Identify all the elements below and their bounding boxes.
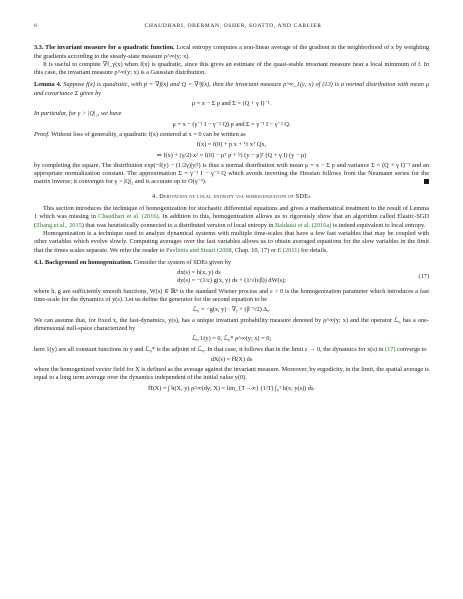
generator-equation: ℒ₀ = −g(x, y) · ∇ᵧ + (β⁻¹/2) Δᵧ. [192,306,271,314]
proof-label: Proof. [34,130,50,138]
section-4-title: 4. Derivation of local entropy via homogenization of SDEs [152,192,311,200]
page-number: 6 [34,23,38,29]
equation-17-line-1: dx(s) = h(x, y) ds [177,269,221,277]
proof-equation-1: f(x) = f(0) + p x + ½ xᵀ Qx, [196,141,267,149]
running-header [34,22,429,30]
subsection-3-3 [34,44,429,61]
subsection-4-1-text-4: here 1(y) are all constant functions in y and ℒ₀* is the adjoint of ℒ₀. In that case, it follows that in the limit ε → 0, the dynamics for x(s) in (17) converge to [34,345,427,353]
lemma-particular: In particular, for γ > |Q|₂, we have [34,110,122,118]
citation-link[interactable]: Zhang et al., 2015 [36,221,82,229]
lemma-equation-2: μ = x − (γ⁻¹ I − γ⁻² Q) p and Σ = γ⁻¹ I − γ⁻² Q. [172,120,291,128]
citation-link[interactable]: Pavliotis and Stuart (2008 [166,246,232,254]
citation-link[interactable]: Chaudhari et al. (2016) [98,213,159,221]
subsection-4-1-text-2: where h, g are sufficiently smooth functions, W(s) ∈ ℝⁿ is the standard Wiener process and ε > 0 is the homogenization parameter which introduces a fast time-scale for the dynamics of y(s). Let us define the generator for the second equation to be [34,287,429,304]
equation-17-line-2: dy(s) = −(1/ε) g(x, y) ds + (1/√(εβ)) dW(s); [177,277,286,285]
lemma-4 [34,81,429,98]
null-space-equation: ℒ₀ 1(y) = 0, ℒ₀* ρ^∞(y; x) = 0; [191,335,272,343]
subsection-3-3-text: Local entropy computes a non-linear average of the gradient in the neighborhood of x by weighting the gradients according to the steady-state measure ρ^∞(y; x). [34,44,429,60]
citation-link[interactable]: Baldassi et al. (2016a) [274,221,332,229]
subsection-4-1: 4.1. Background on homogenization. Consider the system of SDEs given by [34,258,232,266]
proof-equation-2: ⇒ f(x) + (γ/2) x² = f(0) − μᵀ p + ½ (y − μ)ᵀ (Q + γ I) (y − μ) [156,151,307,159]
qed-symbol [424,179,429,184]
proof-conclusion: by completing the square. The distribution exp(−f(y) − (1/2γ)|y|²) is thus a normal distribution with mean μ = x − Σ p and variance Σ = (Q + γ I)⁻¹ and an appropriate normalization constant. The approximation Σ = γ⁻¹ I − γ⁻² Q which avoids inverting the Hessian follows from the Neumann series for the matrix inverse; it converges for γ > |Q|₂ and is accurate up to O(γ⁻³). [34,161,429,186]
homogenized-equation: dX(s) = H̄(X) ds [210,355,253,363]
running-header-authors: CHAUDHARI, OBERMAN, OSHER, SOATTO, AND CARLIER [144,23,322,29]
lemma-label: Lemma 4. [34,81,62,89]
equation-reference-link[interactable]: (17) [385,345,396,353]
section-4-paragraph-1: This section introduces the technique of homogenization for stochastic differential equations and gives a mathematical treatment to the result of Lemma 1 which was missing in Chaudhari et al. (2016). In addition to this, homogenization allows us to rigorously show that an algorithm called Elastic-SGD (Zhang et al., 2015) that was heuristically connected to a distributed version of local entropy in Baldassi et al. (2016a) is indeed equivalent to local entropy. [34,205,429,229]
proof [34,131,429,139]
equation-17 [34,269,429,286]
proof-text: Without loss of generality, a quadratic f(x) centered at x = 0 can be written as [49,130,246,138]
subsection-4-1-text-3: We can assume that, for fixed x, the fast-dynamics, y(s), has a unique invariant probability measure denoted by ρ^∞(y; x) and the operator ℒ₀ has a one-dimensional null-space characterized by [34,316,429,332]
subsection-3-3-heading: 3.3. The invariant measure for a quadratic function. [34,44,175,52]
subsection-4-1-text-5: where the homogenized vector field for X is defined as the average against the invariant measure. Moreover, by ergodicity, in the limit, the spatial average is equal to a long term average over the dynamics independent of the initial value y(0). [34,366,429,382]
equation-number: (17) [418,273,429,281]
lemma-statement: Suppose f(x) is quadratic, with p = ∇f(x) and Q = ∇²f(x), then the invariant measure ρ^∞_1(y; x) of (13) is a normal distribution with mean μ and covariance Σ given by [34,81,430,97]
subsection-3-3-paragraph-2: It is useful to compute ∇f_γ(x) when f(x) is quadratic, since this gives an estimate of the quasi-stable invariant measure near a local minimum of f. In this case, the invariant measure ρ^∞(y; x) is a Gaussian distribution. [34,60,429,77]
section-4-paragraph-2: Homogenization is a technique used to analyze dynamical systems with multiple time-scales that have a few fast variables that may be coupled with other variables which evolve slowly. Computing averages over the fast variables allows us to obtain averaged equations for the slow variables in the limit that the times scales separate. We refer the reader to Pavliotis and Stuart (2008, Chap. 10, 17) or E (2011) for details. [34,229,429,254]
subsection-4-1-heading: 4.1. Background on homogenization. [34,258,133,266]
lemma-equation-1: μ = x − Σ p and Σ = (Q + γ I)⁻¹. [191,100,272,108]
ergodic-average-equation: H̄(X) = ∫ h(X, y) ρ^∞(dy; X) = lim_{T→∞} (1/T) ∫₀ᵀ h(x, y(s)) ds. [148,384,315,392]
citation-link[interactable]: E (2011) [277,246,300,254]
